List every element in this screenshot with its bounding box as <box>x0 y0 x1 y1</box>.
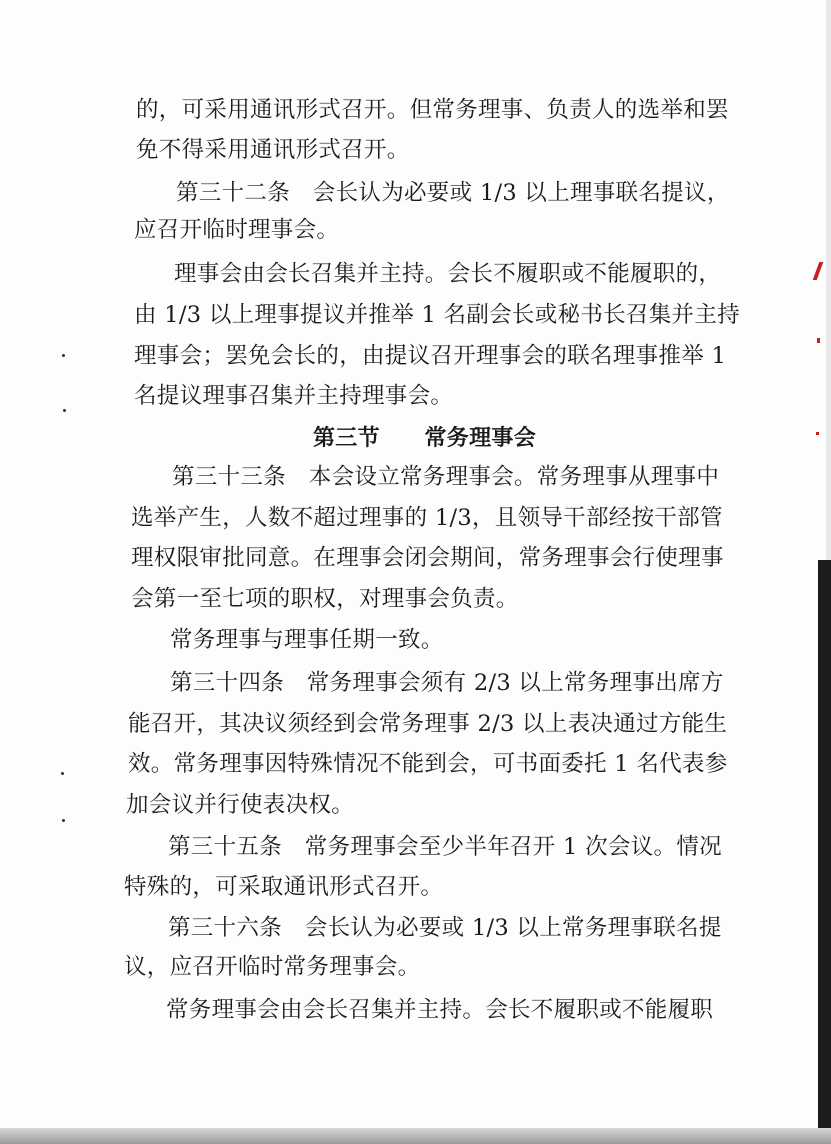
text-line: 选举产生，人数不超过理事的 1/3，且领导干部经按干部管 <box>131 505 723 531</box>
text-line: 常务理事会由会长召集并主持。会长不履职或不能履职 <box>166 997 714 1023</box>
text-line: 第三十三条 本会设立常务理事会。常务理事从理事中 <box>172 464 720 490</box>
text-line: 第三十六条 会长认为必要或 1/3 以上常务理事联名提 <box>168 915 722 941</box>
text-line: 常务理事与理事任期一致。 <box>170 627 444 653</box>
text-line: 会第一至七项的职权，对理事会负责。 <box>131 586 519 612</box>
scan-speck <box>62 354 65 357</box>
page-right-margin <box>826 0 831 560</box>
text-line: 应召开临时理事会。 <box>134 217 340 243</box>
text-line: 第三十四条 常务理事会须有 2/3 以上常务理事出席方 <box>170 670 724 696</box>
text-line: 理权限审批同意。在理事会闭会期间，常务理事会行使理事 <box>131 545 724 571</box>
text-line: 名提议理事召集并主持理事会。 <box>134 383 454 409</box>
text-line: 的，可采用通讯形式召开。但常务理事、负责人的选举和罢 <box>136 97 729 123</box>
scan-bottom-edge <box>0 1128 831 1144</box>
section-heading: 第三节 常务理事会 <box>313 426 537 451</box>
text-line: 由 1/3 以上理事提议并推举 1 名副会长或秘书长召集并主持 <box>134 302 740 328</box>
text-line: 加会议并行使表决权。 <box>126 792 355 818</box>
text-line: 效。常务理事因特殊情况不能到会，可书面委托 1 名代表参 <box>128 751 728 777</box>
text-line: 第三十五条 常务理事会至少半年召开 1 次会议。情况 <box>168 834 722 860</box>
scan-speck <box>63 409 66 412</box>
scan-speck <box>62 819 65 822</box>
text-line: 理事会；罢免会长的，由提议召开理事会的联名理事推举 1 <box>134 343 727 369</box>
red-bleed-mark <box>817 338 820 343</box>
text-line: 特殊的，可采取通讯形式召开。 <box>124 874 444 900</box>
scan-edge-shadow <box>818 560 831 1144</box>
text-line: 理事会由会长召集并主持。会长不履职或不能履职的， <box>174 261 722 287</box>
scan-speck <box>61 772 64 775</box>
text-line: 免不得采用通讯形式召开。 <box>136 137 410 163</box>
red-bleed-mark <box>816 432 819 435</box>
text-line: 第三十二条 会长认为必要或 1/3 以上理事联名提议， <box>176 180 730 206</box>
red-bleed-mark <box>813 262 824 280</box>
text-line: 议，应召开临时常务理事会。 <box>124 954 421 980</box>
text-line: 能召开，其决议须经到会常务理事 2/3 以上表决通过方能生 <box>128 711 728 737</box>
